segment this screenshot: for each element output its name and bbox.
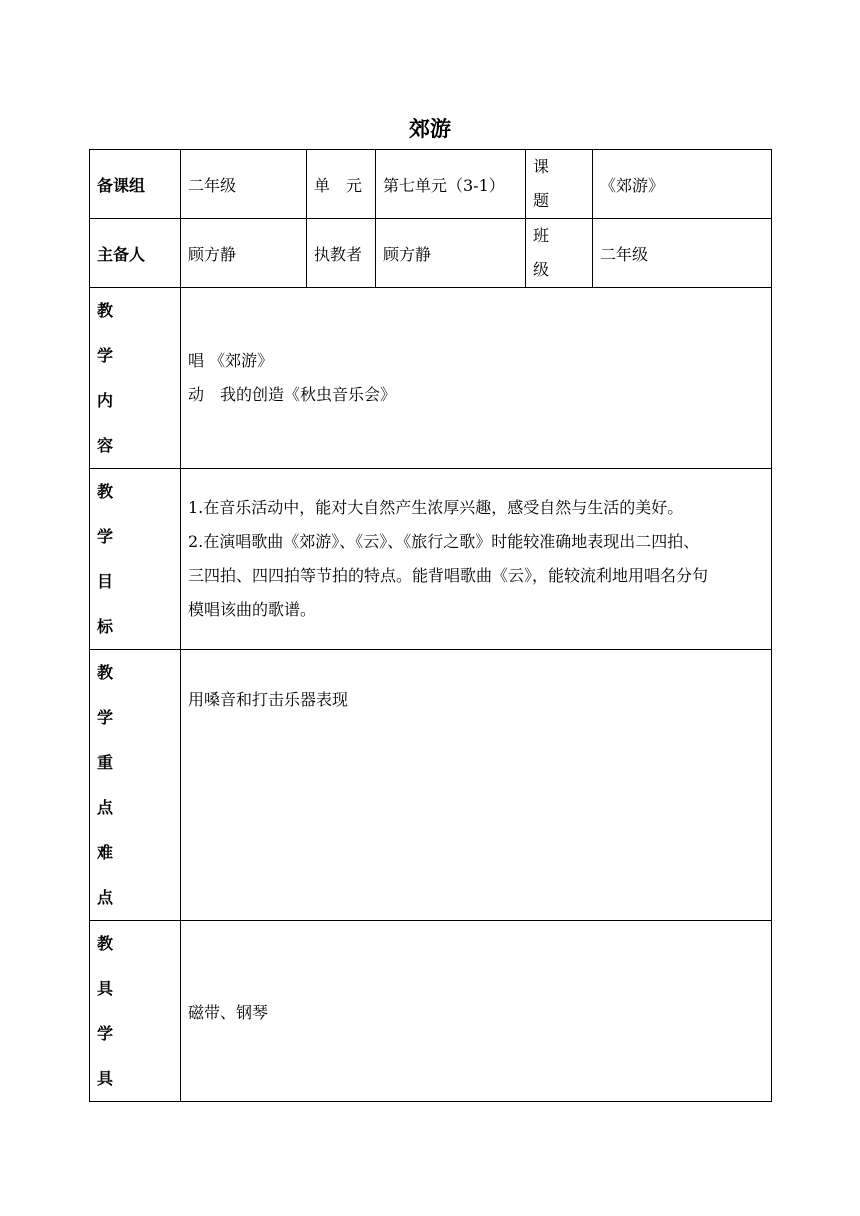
tools-label-line: 学 具 (97, 1024, 128, 1088)
topic-label (526, 150, 593, 219)
group-label: 备课组 (90, 150, 181, 219)
topic-label-line: 课 (533, 157, 550, 176)
topic-label-line: 题 (533, 191, 550, 210)
goal-line: 1.在音乐活动中，能对大自然产生浓厚兴趣，感受自然与生活的美好。 (188, 498, 684, 517)
table-row (90, 469, 772, 650)
unit-label: 单 元 (307, 150, 376, 219)
content-line: 动 我的创造《秋虫音乐会》 (188, 385, 397, 404)
class-label-line: 级 (533, 260, 550, 279)
key-label-line: 重 点 (97, 753, 128, 817)
table-row (90, 921, 772, 1102)
teacher-value: 顾方静 (376, 219, 526, 288)
key-label-line: 教 学 (97, 663, 128, 727)
table-row (90, 288, 772, 469)
goal-value (181, 469, 772, 650)
goal-label (90, 469, 181, 650)
lesson-plan-table (89, 149, 772, 1102)
table-row (90, 219, 772, 288)
lead-value: 顾方静 (181, 219, 307, 288)
class-label-line: 班 (533, 226, 550, 245)
table-row (90, 150, 772, 219)
goal-line: 三四拍、四四拍等节拍的特点。能背唱歌曲《云》，能较流利地用唱名分句 (188, 566, 709, 585)
topic-value: 《郊游》 (593, 150, 772, 219)
content-label-line: 内 容 (97, 391, 128, 455)
tools-value: 磁带、钢琴 (181, 921, 772, 1102)
group-value: 二年级 (181, 150, 307, 219)
unit-value: 第七单元（3-1） (376, 150, 526, 219)
goal-label-line: 教 学 (97, 482, 128, 546)
content-value (181, 288, 772, 469)
content-label-line: 教 学 (97, 301, 128, 365)
document-title: 郊游 (409, 117, 451, 141)
goal-label-line: 目 标 (97, 572, 128, 636)
key-label-line: 难 点 (97, 843, 128, 907)
tools-label-line: 教 具 (97, 934, 128, 998)
teacher-label: 执教者 (307, 219, 376, 288)
table-row (90, 650, 772, 921)
tools-label (90, 921, 181, 1102)
class-label (526, 219, 593, 288)
goal-line: 模唱该曲的歌谱。 (188, 600, 317, 619)
class-value: 二年级 (593, 219, 772, 288)
content-label (90, 288, 181, 469)
lead-label: 主备人 (90, 219, 181, 288)
content-line: 唱 《郊游》 (188, 351, 274, 370)
goal-line: 2.在演唱歌曲《郊游》、《云》、《旅行之歌》时能较准确地表现出二四拍、 (188, 532, 700, 551)
key-points-label (90, 650, 181, 921)
key-points-value: 用嗓音和打击乐器表现 (181, 650, 772, 921)
